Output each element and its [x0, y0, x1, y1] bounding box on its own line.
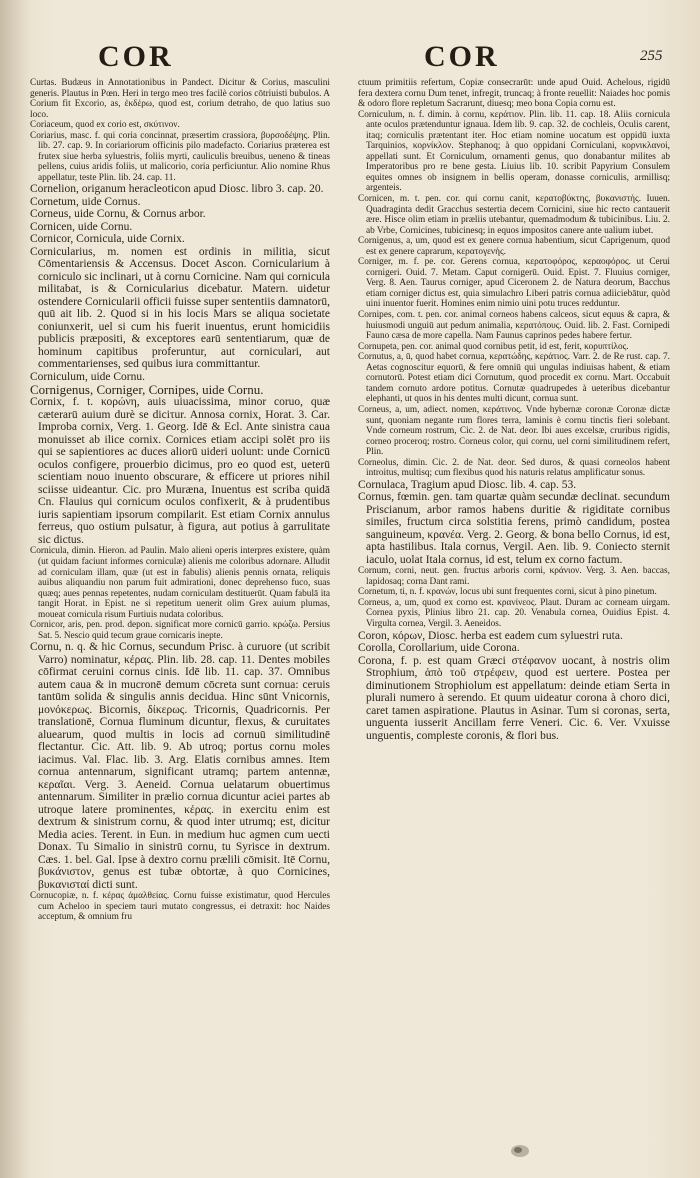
dictionary-entry: Curtas. Budæus in Annotationibus in Pandect. Dicitur & Corius, masculini generis. Plautus in Pœn. Heri in tergo meo tres facilè corios cōtriuisti bubulos. A Corium fit Excorio, as, ἐκδέρω, quod est, corium detraho, de quo latius suo loco.: [30, 78, 330, 120]
dictionary-entry: Cornutus, a, ū, quod habet cornua, κερατώδης, κεράτιος. Varr. 2. de Re rust. cap. 7. Aetas cognoscitur equorū, & fere omniū qui ungulas indiuisas habent, & etiam cornutorū. Potest etiam dici Cornutum, quod procedit ex cornu. Mart. Occabuit tandem cornuto ardore potitus. Cornutæ quadrupedes à ueteribus dicebantur elephanti, ut quos in his dentes multi dicunt, cornua sunt.: [358, 352, 670, 405]
page-header: [0, 40, 700, 74]
dictionary-entry: Cornigenus, Corniger, Cornipes, uide Cornu.: [30, 382, 264, 398]
dictionary-entry: Cornetum, uide Cornus.: [30, 195, 141, 208]
dictionary-entry: Cornipes, com. t. pen. cor. animal corneos habens calceos, sicut equus & capra, & huiusmodi unguiū aut pedum animalia, κερατόπους. Ouid. lib. 2. Fast. Cornipedi Fauno cæsa de more capella. Nam Faunus caprinos pedes habere fertur.: [358, 310, 670, 342]
dictionary-entry: Cornix, f. t. κορώνη, auis uiuacissima, minor coruo, quæ cæterarū auium durè se diciτur. Annosa cornix, Horat. 3. Car. Improba cornix, Verg. 1. Georg. Idē & Ecl. Ante sinistra caua monuisset ab ilice cornix. Cornices etiam accipi solēt pro iis qui se sapientiores ac duces aliorū uideri uolunt: unde Cornicū oculos configere, prouerbio dicimus, pro eo quod est, ueterū scientiam nouo inuento obscurare, & efficere ut priores nihil sciisse uideantur. Cic. pro Muræna, Inuentus est scriba quidā Cn. Flauius qui cornicum oculos confixerit, & à prudentibus iuris sapientiam ipsorum compilarit. Est etiam Cornix annulus ferreus, quo ostium pulsatur, à figura, aut potius à garrulitate sic dictus.: [30, 396, 330, 546]
dictionary-entry: Cornucopiæ, n. f. κέρας ἀμαλθείας. Cornu fuisse existimatur, quod Hercules cum Acheloo in speciem tauri mutato congressus, ei detraxit: hoc Naides acceptum, & omnium fru: [30, 891, 330, 923]
dictionary-entry: Cornicor, Cornicula, uide Cornix.: [30, 233, 185, 246]
gutter-shadow: [0, 0, 30, 1178]
dictionary-entry: Cornum, corni, neut. gen. fructus arboris corni, κράνιον. Verg. 3. Aen. baccas, lapidosaq; corna Dant rami.: [358, 566, 670, 587]
dictionary-entry: Corona, f. p. est quam Græci στέφανον uocant, à nostris olim Strophium, ἀπὸ τοῦ στρέφειν, quod est uertere. Postea per diminutionem Strophiolum est appellatum: deinde etiam Serta in plurali numero à serendo. Et quum uideatur corona à choro dici, caret tamen aspiratione. Plautus in Asinar. Tum si coronas, serta, unguenta iusserit Ancillam ferre Veneri. Cic. 6. Ver. Vxuisse unguentis, compleste coronis, & flori bus.: [358, 654, 670, 742]
dictionary-entry: Corolla, Corollarium, uide Corona.: [358, 642, 520, 655]
dictionary-entry: Cornicen, m. t. pen. cor. qui cornu canit, κερατοβύκτης, βυκανιστής. Iuuen. Quadraginta dedit Gracchus sestertia decem Cornicini, siue hic recto cantauerit ære. Hisce olim etiam in præliis utebantur, quemadmodum & tubicinibus. Liu. 2. ab Vrbe, Cornicines, tubicinesq; in equos impositos canere ante ualium iubet.: [358, 194, 670, 236]
right-column: [358, 78, 670, 742]
dictionary-entry: Cornicularius, m. nomen est ordinis in militia, sicut Cōmentariensis & Accensus. Docet Ascon. Cornicularium à corniculo sic inclinari, ut à cornu Cornicine. Nam qui cornicula militabat, is & Cornicularius dicebatur. Matern. uidetur ostendere Cornicularii officii fuisse super sententiis damnatorū, quū ait lib. 2. Quod si in his locis Mars se aliqua societate coniunxerit, uel si cum his fuerit inuentus, erunt homicidiis publicis præpositi, & exceptores earū sententiarum, quæ de hominum capitibus proferuntur, aut corniculari, aut commentarienses, sed quibus iura committantur.: [30, 245, 331, 371]
dictionary-entry: Coriaceum, quod ex corio est, σκύτινον.: [30, 120, 180, 131]
dictionary-entry: Cornupeta, pen. cor. animal quod cornibus petit, id est, ferit, κορυπτίλος.: [358, 341, 629, 352]
ink-smudge-icon: [505, 1140, 535, 1162]
running-head-left: COR: [98, 40, 174, 73]
running-head-right: COR: [424, 40, 500, 73]
dictionary-entry: Corniculum, n. f. dimin. à cornu, κεράτιον. Plin. lib. 11. cap. 18. Aliis cornicula ante oculos prætenduntur ignaua. Idem lib. 9. cap. 32. de cochleis, Oculis carent, itaq; corniculis prætentant iter. Hoc etiam nomine uocatum est oppidū iuxta Tarquinios, κορνίκλον. Stephanoq; à quo oppidani Corniculani, κορνικλανοί, appellati sunt. Et Corniculum, ornamenti genus, quo donabantur milites ab Imperatoribus pro re bene gesta. Liuius lib. 10. scribit Papyrium Consulem equites omnes ob insignem in bellis operam, donasse corniculis, armillisq; argenteis.: [358, 109, 670, 194]
dictionary-entry: Coriarius, masc. f. qui coria concinnat, præsertim crassiora, βυρσοδέψης. Plin. lib. 27. cap. 9. In coriariorum officinis pilo madefacto. Coriarius præterea est frutex siue herba syluestris, foliis myrti, cauliculis breuibus, ueneno & tineas pellens, cuius aridis foliis, ut malicorio, coria perficiuntur. Alio nomine Rhus appellatur, teste Plin. lib. 24. cap. 11.: [30, 130, 330, 183]
dictionary-entry: Cornus, fœmin. gen. tam quartæ quàm secundæ declinat. secundum Priscianum, arbor ramos habens duritie & rigiditate cornibus similes, fructum circa solstitia ferens, primò candidum, postea sanguineum, κρανέα. Verg. 2. Georg. & bona bello Cornus, id est, apta hastilibus. Itala cornus, Vergil. Aen. lib. 9. Coniecto sternit iaculo, uolat Itala cornus, id est, telum ex corno factum.: [358, 491, 670, 566]
dictionary-entry: Cornicen, uide Cornu.: [30, 220, 133, 233]
dictionary-entry: Corneus, uide Cornu, & Cornus arbor.: [30, 208, 206, 221]
dictionary-entry: Corniger, m. f. pe. cor. Gerens cornua, κερατοφόρος, κεραοφόρος. ut Cerui cornigeri. Ouid. 7. Metam. Caput cornigerū. Ouid. Epist. 7. Fluuius corniger, Verg. 8. Aen. Taurus corniger, apud Ciceronem 2. de Natura deorum, Bacchus etiam corniger dictus est, quia simulachro Liberi patris cornua adiiciebātur, quòd uini inuentor fuerit. Homines enim nimio uini potu truces redduntur.: [358, 257, 670, 310]
dictionary-entry: Corneolus, dimin. Cic. 2. de Nat. deor. Sed duros, & quasi corneolos habent introitus, multisq; cum flexibus quod his naturis relatus amplificatur sonus.: [358, 457, 670, 479]
left-column: [30, 78, 330, 923]
dictionary-entry: Cornicula, dimin. Hieron. ad Paulin. Malo alieni operis interpres existere, quàm (ut quidam faciunt informes corniculæ) alienis me coloribus adornare. Alludit ad corniculam illam, quæ (ut est in fabulis) alienis pennis ornata, reliquis auibus aliquandiu non parum fuit admirationi, donec deprehenso fuco, suas quæq; aues pennas repetentes, nudam corniculam destituerūt. Quam fabulā ita tangit Horat. in Epist. ne si repetitum uenerit olim Grex auium plumas, moueat cornicula risum Furtiuis nudata coloribus.: [30, 546, 330, 620]
dictionary-entry: Coron, κόρων, Diosc. herba est eadem cum syluestri ruta.: [358, 629, 623, 642]
dictionary-entry: Cornu, n. q. & hic Cornus, secundum Prisc. à curuore (ut scribit Varro) nominatur, κέρας. Plin. lib. 28. cap. 11. Dentes mobiles cōfirmat ceruini cornus cinis. Idē lib. 11. cap. 37. Omnibus autem caua & in mucronē demum cōcreta sunt cornua: ceruis tantūm solida & singulis annis decidua. Hinc sūnt Vnicornis, μονόκερως. Bicornis, δίκερως. Tricornis, Quadricornis. Per translationē, Cornua fluminum dicuntur, flexus, & curuitates aluearum, quod multis in locis ad cornuū similitudinē flectantur. Cic. Att. lib. 9. Ab utroq; portus cornu moles iacimus. Val. Flac. lib. 3. Arg. Elatis cornibus amnes. Item cornua antennarum, significant utramq; partem antennæ, κεραῖαι. Verg. 3. Aeneid. Cornua uelatarum obuertimus antennarum. Similiter in prælio cornua dicuntur aciei partes ab utroque latere prominentes, κέρας. in exercitu enim est dextrum & sinistrum cornu, & quod inter utrumq; est, dicitur Media acies. Terent. in Eun. in medium huc agmen cum uecti Donax. Tu Simalio in sinistrū cornu, tu Syrisce in dextrum. Cæs. 1. bel. Gal. Ipse à dextro cornu prælili cōmisit. Itē Cornu, βυκάνιστον, genus est tubæ obtortæ, à quo Cornicines, βυκανισταί dicti sunt.: [30, 641, 330, 891]
dictionary-entry: Cornicor, aris, pen. prod. depon. significat more cornicū garrio. κρώζω. Persius Sat. 5. Nescio quid tecum graue cornicaris inepte.: [30, 620, 330, 641]
page-number: 255: [640, 48, 663, 64]
dictionary-entry: Cornigenus, a, um, quod est ex genere cornua habentium, sicut Caprigenum, quod est ex genere caprarum, κερατογενής.: [358, 236, 670, 257]
dictionary-entry: ctuum primitiis refertum, Copiæ consecrarūt: unde apud Ouid. Achelous, rigidū fera dextera cornu Dum tenet, infregit, truncaq; à fronte reuellit: Naiades hoc pomis & odoro flore repletum Sacrarunt, diuesq; meo bona Copia cornu est.: [358, 78, 670, 110]
dictionary-entry: Corneus, a, um, quod ex corno est. κρανίνεος. Plaut. Duram ac corneam uirgam. Cornea pyxis, Plinius libro 21. cap. 20. Venabula cornea, Ouidius Epist. 4. Virgulta cornea, Vergil. 3. Aeneidos.: [358, 597, 670, 630]
dictionary-entry: Cornulaca, Tragium apud Diosc. lib. 4. cap. 53.: [358, 478, 577, 491]
dictionary-entry: Cornelion, origanum heracleoticon apud Diosc. libro 3. cap. 20.: [30, 183, 324, 196]
dictionary-entry: Cornetum, ti, n. f. κρανών, locus ubi sunt frequentes corni, sicut à pino pinetum.: [358, 587, 657, 598]
dictionary-entry: Corniculum, uide Cornu.: [30, 370, 145, 383]
dictionary-entry: Corneus, a, um, adiect. nomen, κεράτινος. Vnde hybernæ coronæ Coronæ dictæ sunt, quoniam negante rum flores terra, laminis è cornu tinctis fieri solebant. Vnde corneum rostrum, Cic. 2. de Nat. deor. Ibi aues excelsæ, cruribus rigidis, corneo proceroq; rostro. Corneus color, qui cornu, uel corni similitudinem refert, Plin.: [358, 404, 670, 458]
